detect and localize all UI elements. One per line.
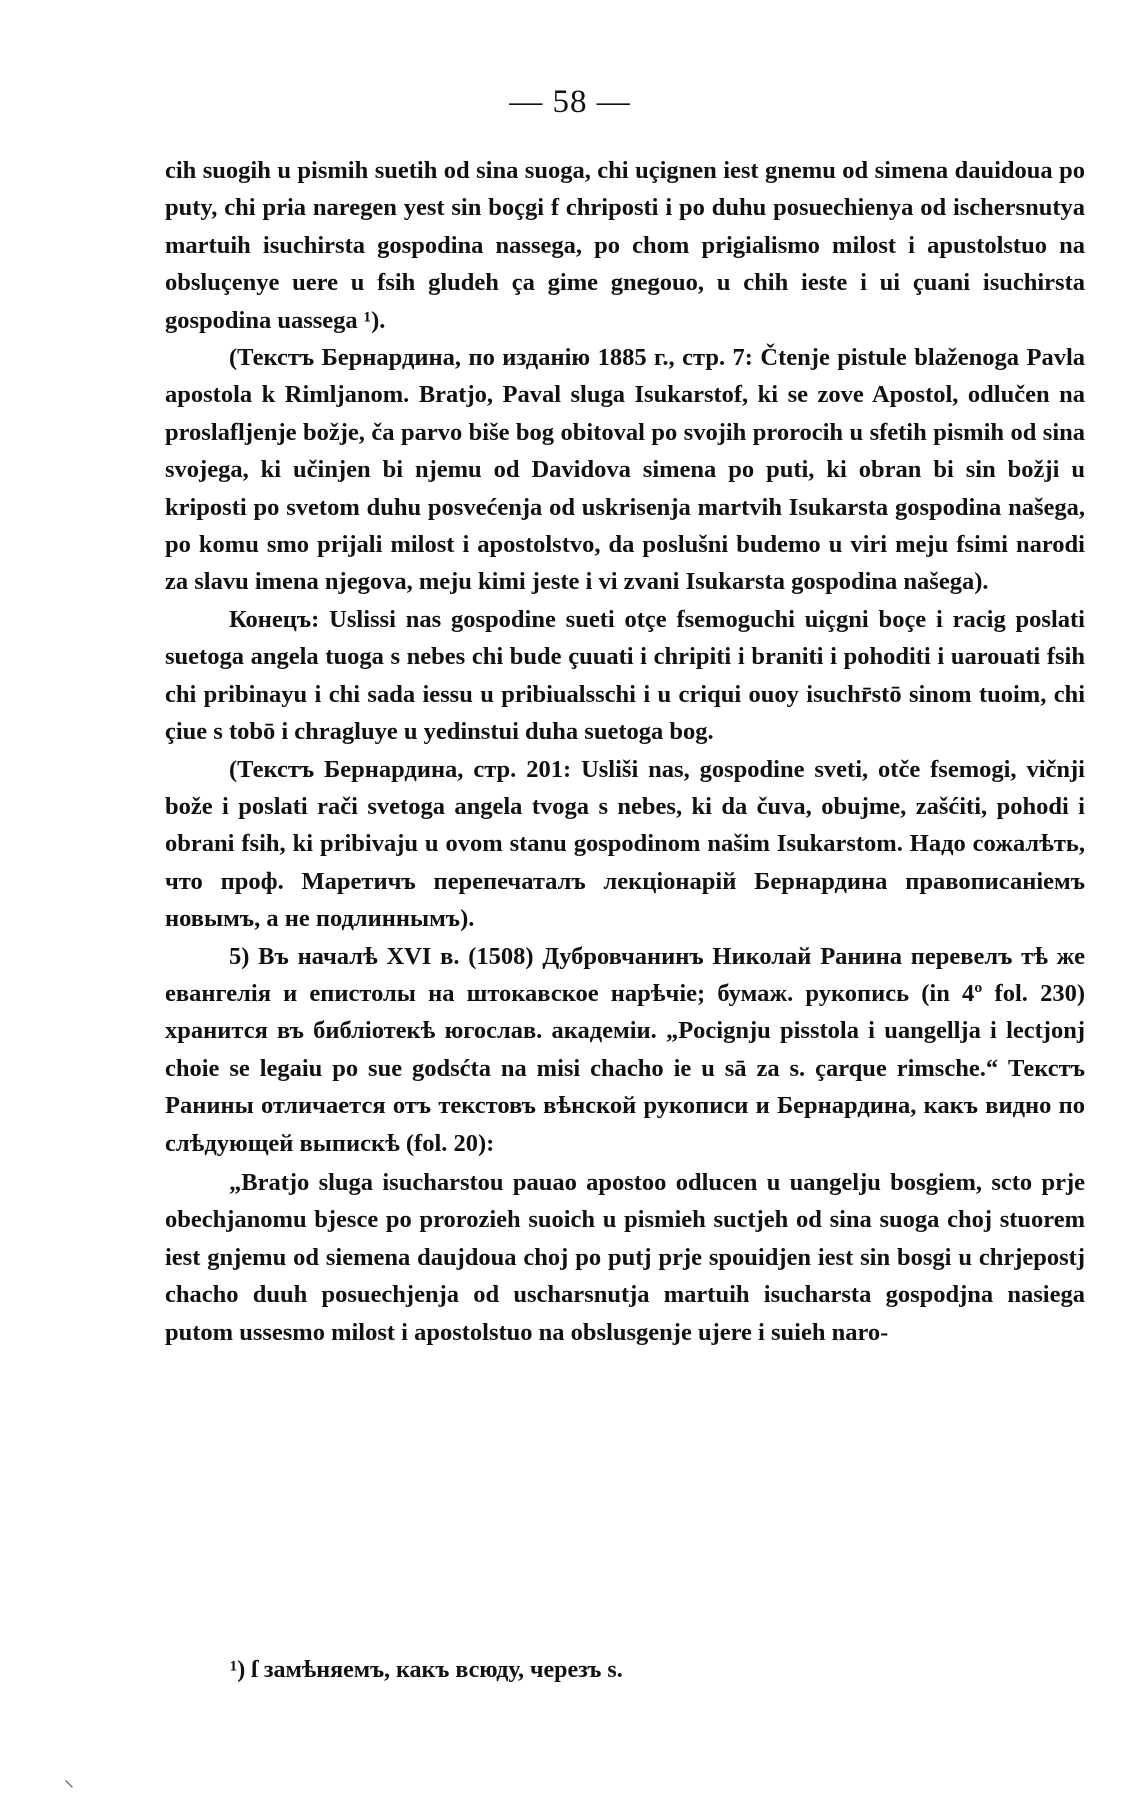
footnote-marker: ¹)	[230, 1657, 246, 1683]
paragraph-latin-excerpt: cih suogih u pismih suetih od sina suoga, chi uçignen iest gnemu od simena dauidoua po puty, chi pria naregen yest sin boçgi f chriposti i po duhu posuechienya od ischersnutya martuih isuchirsta gospodina nassega, po chom prigialismo milost i apustolstuo na obsluçenye uere u fsih gludeh ça gime gnegouo, u chih ieste i ui çuani isuchirsta gospodina uassega ¹).	[165, 157, 1085, 334]
footnote-text: ſ замѣняемъ, какъ всюду, черезъ s.	[251, 1657, 623, 1683]
body-text	[165, 152, 1085, 1351]
page-number: — 58 —	[509, 84, 631, 120]
stray-mark: ⸜	[64, 1769, 74, 1791]
paragraph-bernardin-201: (Текстъ Бернардина, стр. 201: Usliši nas, gospodine sveti, otče fsemogi, vičnji bože i poslati rači svetoga angela tvoga s nebes, ki da čuva, obujme, zašćiti, pohodi i obrani fsih, ki pribivaju u ovom stanu gospodinom našim Isukarstom. Надо сожалѣть, что проф. Маретичъ перепечаталъ лекціонарій Бернардина правописаніемъ новымъ, а не подлиннымъ).	[165, 755, 1085, 933]
paragraph-bernardin-note: (Текстъ Бернардина, по изданію 1885 г., стр. 7: Čtenje pistule blaženoga Pavla apostola k Rimljanom. Bratjo, Paval sluga Isukarstof, ki se zove Apostol, odlučen na proslafljenje božje, ča parvo biše bog obitoval po svojih prorocih u sfetih pismih od sina svojega, ki učinjen bi njemu od Davidova simena po puti, ki obran bi sin božji u kriposti po svetom duhu posvećenja od uskrisenja martvih Isukarsta gospodina našega, po komu smo prijali milost i apostolstvo, da poslušni budemo u viri meju fsimi narodi za slavu imena njegova, meju kimi jeste i vi zvani Isukarsta gospodina našega).	[165, 344, 1085, 596]
paragraph-ranina: 5) Въ началѣ XVI в. (1508) Дубровчанинъ Николай Ранина перевелъ тѣ же евангелія и епистолы на штокавское нарѣчіе; бумаж. рукопись (in 4º fol. 230) хранится въ библіотекѣ югослав. академіи. „Pocignju pisstola i uangellja i lectjonj choie se legaiu po sue godsćta na misi chacho ie u sā za s. çarque rimsche.“ Текстъ Ранины отличается отъ текстовъ вѣнской рукописи и Бернардина, какъ видно по слѣдующей выпискѣ (fol. 20):	[165, 942, 1085, 1157]
footnote	[230, 1657, 623, 1684]
paragraph-ranina-quote: „Bratjo sluga isucharstou pauao apostoo odlucen u uangelju bosgiem, scto prje obechjanomu bjesce po prorozieh suoich u pismieh suctjeh od sina suoga choj stuorem iest gnjemu od siemena daujdoua choj po putj prje spouidjen iest sin bosgi u chrjepostj chacho duuh posuechjenja od uscharsnutja martuih isucharsta gospodjna nasiega putom ussesmo milost i apostolstuo na obslusgenje ujere i suieh naro-	[165, 1168, 1085, 1346]
paragraph-konec: Конецъ: Uslissi nas gospodine sueti otçe fsemoguchi uiçgni boçe i racig poslati suetoga angela tuoga s nebes chi bude çuuati i chripiti i braniti i pohoditi i uarouati fsih chi pribinayu i chi sada iessu u pribiualsschi i u criqui ouoy isuchr̄stō sinom tuoim, chi çiue s tobō i chragluye u yedinstui duha suetoga bog.	[165, 605, 1085, 746]
